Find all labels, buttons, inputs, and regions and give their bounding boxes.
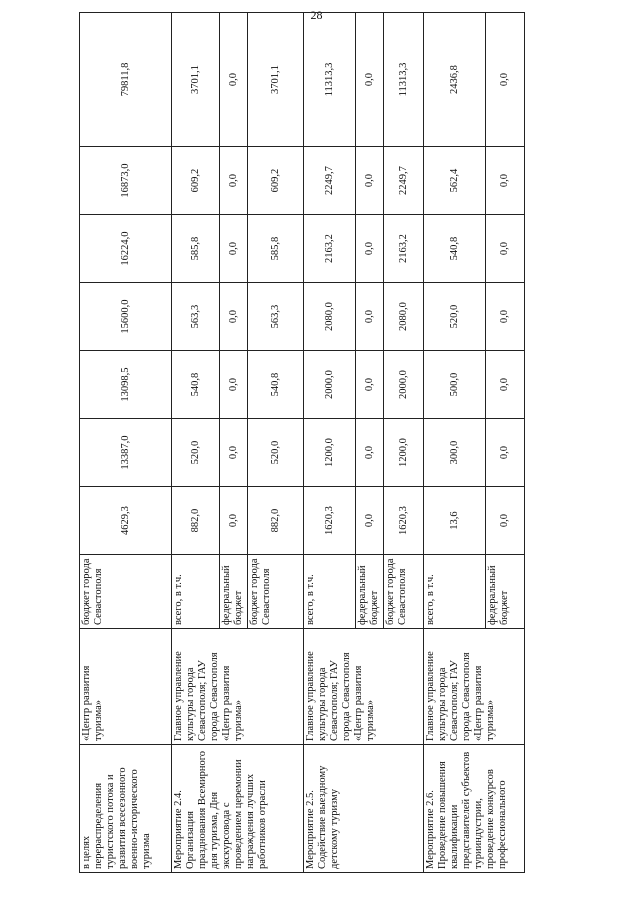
value-cell: 0,0 <box>220 147 248 215</box>
value-cell: 2436,8 <box>424 13 486 147</box>
value-cell: 563,3 <box>172 283 220 351</box>
executor-cell: «Центр развития туризма» <box>80 629 172 745</box>
value-cell: 585,8 <box>172 215 220 283</box>
value-cell: 2163,2 <box>384 215 424 283</box>
executor-cell: Главное управление культуры города Севастополя; ГАУ города Севастополя «Центр развития туризма» <box>172 629 304 745</box>
measure-cell: Мероприятие 2.5. Содействие выездному детскому туризму <box>304 745 424 873</box>
value-cell: 0,0 <box>486 13 525 147</box>
value-cell: 540,8 <box>424 215 486 283</box>
value-cell: 0,0 <box>220 351 248 419</box>
value-cell: 0,0 <box>486 147 525 215</box>
table-row <box>424 13 486 873</box>
value-cell: 540,8 <box>172 351 220 419</box>
value-cell: 1620,3 <box>304 487 356 555</box>
funding-source-cell: федеральный бюджет <box>356 555 384 629</box>
value-cell: 2163,2 <box>304 215 356 283</box>
value-cell: 520,0 <box>424 283 486 351</box>
value-cell: 562,4 <box>424 147 486 215</box>
value-cell: 3701,1 <box>172 13 220 147</box>
funding-source-cell: всего, в т.ч. <box>304 555 356 629</box>
value-cell: 13,6 <box>424 487 486 555</box>
value-cell: 585,8 <box>248 215 304 283</box>
value-cell: 0,0 <box>220 419 248 487</box>
value-cell: 540,8 <box>248 351 304 419</box>
value-cell: 2000,0 <box>304 351 356 419</box>
value-cell: 2080,0 <box>384 283 424 351</box>
value-cell: 0,0 <box>486 351 525 419</box>
value-cell: 0,0 <box>356 419 384 487</box>
value-cell: 609,2 <box>248 147 304 215</box>
value-cell: 0,0 <box>486 215 525 283</box>
value-cell: 500,0 <box>424 351 486 419</box>
value-cell: 3701,1 <box>248 13 304 147</box>
value-cell: 300,0 <box>424 419 486 487</box>
value-cell: 0,0 <box>486 283 525 351</box>
value-cell: 0,0 <box>220 487 248 555</box>
value-cell: 882,0 <box>172 487 220 555</box>
value-cell: 11313,3 <box>384 13 424 147</box>
value-cell: 1200,0 <box>304 419 356 487</box>
value-cell: 0,0 <box>356 351 384 419</box>
executor-cell: Главное управление культуры города Севастополя; ГАУ города Севастополя «Центр развития туризма» <box>424 629 525 745</box>
value-cell: 2000,0 <box>384 351 424 419</box>
value-cell: 16873,0 <box>80 147 172 215</box>
funding-source-cell: всего, в т.ч. <box>424 555 486 629</box>
value-cell: 0,0 <box>220 13 248 147</box>
measure-cell: в целях перераспределения туристского потока и развития всесезонного военно-исторического туризма <box>80 745 172 873</box>
value-cell: 1200,0 <box>384 419 424 487</box>
funding-source-cell: бюджет города Севастополя <box>80 555 172 629</box>
table-body <box>80 13 525 873</box>
value-cell: 11313,3 <box>304 13 356 147</box>
value-cell: 2249,7 <box>384 147 424 215</box>
value-cell: 79811,8 <box>80 13 172 147</box>
funding-source-cell: всего, в т.ч. <box>172 555 220 629</box>
executor-cell: Главное управление культуры города Севастополя; ГАУ города Севастополя «Центр развития туризма» <box>304 629 424 745</box>
value-cell: 0,0 <box>356 147 384 215</box>
value-cell: 0,0 <box>220 283 248 351</box>
funding-source-cell: бюджет города Севастополя <box>384 555 424 629</box>
funding-source-cell: бюджет города Севастополя <box>248 555 304 629</box>
value-cell: 4629,3 <box>80 487 172 555</box>
value-cell: 15600,0 <box>80 283 172 351</box>
value-cell: 2080,0 <box>304 283 356 351</box>
value-cell: 609,2 <box>172 147 220 215</box>
value-cell: 0,0 <box>486 487 525 555</box>
value-cell: 2249,7 <box>304 147 356 215</box>
value-cell: 563,3 <box>248 283 304 351</box>
budget-table <box>79 12 525 873</box>
table-row <box>304 13 356 873</box>
rotated-table-container <box>79 33 524 873</box>
value-cell: 882,0 <box>248 487 304 555</box>
value-cell: 0,0 <box>356 283 384 351</box>
value-cell: 520,0 <box>172 419 220 487</box>
measure-cell: Мероприятие 2.4. Организация празднования Всемирного дня туризма, Дня экскурсовода с проведением церемонии награждения лучших работников отрасли <box>172 745 304 873</box>
table-row <box>80 13 172 873</box>
measure-cell: Мероприятие 2.6. Проведение повышения квалификации представителей субъектов турииндустрии, проведение конкурсов профессионального <box>424 745 525 873</box>
funding-source-cell: федеральный бюджет <box>486 555 525 629</box>
value-cell: 0,0 <box>220 215 248 283</box>
value-cell: 520,0 <box>248 419 304 487</box>
value-cell: 13098,5 <box>80 351 172 419</box>
value-cell: 0,0 <box>356 215 384 283</box>
value-cell: 0,0 <box>486 419 525 487</box>
value-cell: 13387,0 <box>80 419 172 487</box>
value-cell: 0,0 <box>356 13 384 147</box>
funding-source-cell: федеральный бюджет <box>220 555 248 629</box>
table-row <box>172 13 220 873</box>
value-cell: 0,0 <box>356 487 384 555</box>
value-cell: 16224,0 <box>80 215 172 283</box>
value-cell: 1620,3 <box>384 487 424 555</box>
page-number: 28 <box>310 8 323 22</box>
